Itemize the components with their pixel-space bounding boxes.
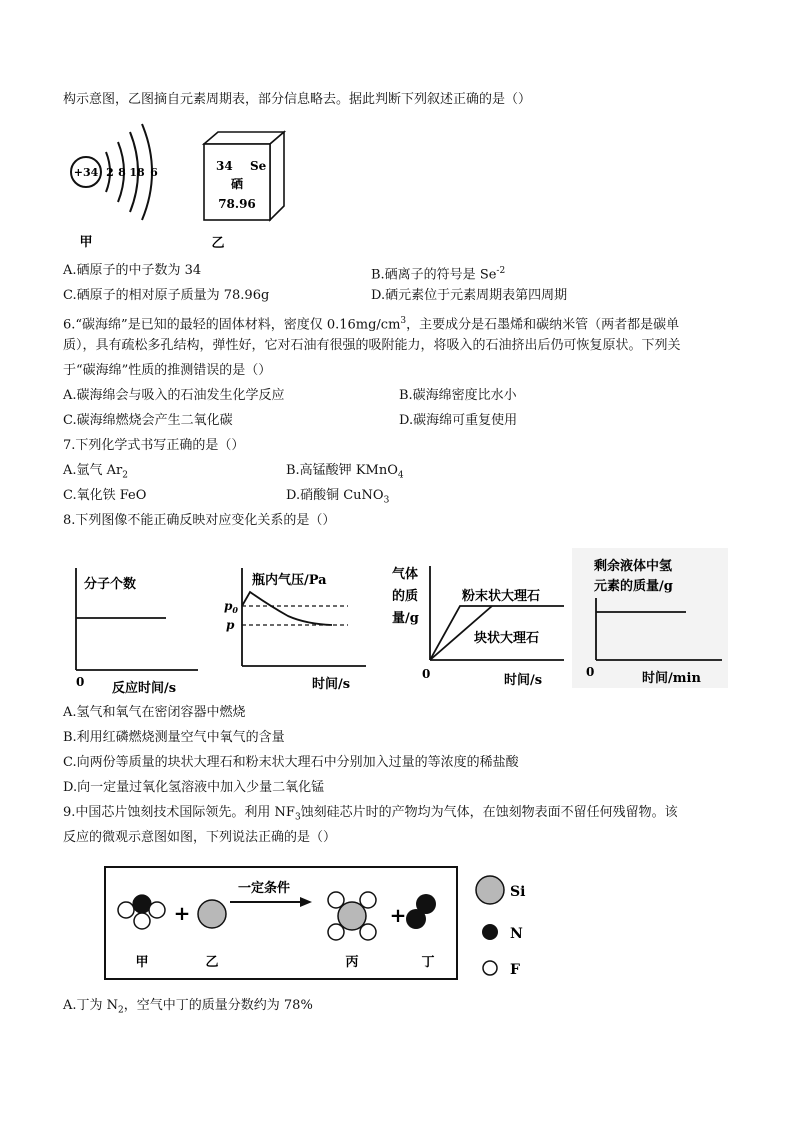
graph-c-curve2-label: 块状大理石 xyxy=(474,631,540,646)
q7-option-a-text: A.氩气 Ar xyxy=(63,463,123,478)
q7-option-d xyxy=(286,487,389,510)
atomic-number: 34 xyxy=(216,159,233,173)
q9-option-a-pre: A.丁为 N xyxy=(63,998,119,1013)
q5-stem: 构示意图，乙图摘自元素周期表，部分信息略去。据此判断下列叙述正确的是（） xyxy=(63,92,532,107)
legend-f-circle xyxy=(483,961,497,975)
graph-b-xlabel: 时间/s xyxy=(312,677,351,692)
graph-a-ylabel: 分子个数 xyxy=(84,577,137,592)
nucleus-charge: +34 xyxy=(73,166,99,179)
q6-line1-pre: 6.“碳海绵”是已知的最轻的固体材料，密度仅 0.16mg/cm xyxy=(63,317,401,333)
q6-line1-post: ，主要成分是石墨烯和碳纳米管（两者都是碳单 xyxy=(406,317,680,333)
q7-option-c: C.氧化铁 FeO xyxy=(63,488,147,503)
q9-line1-post: 蚀刻硅芯片时的产物均为气体，在蚀刻物表面不留任何残留物。该 xyxy=(300,805,678,820)
q6-line1 xyxy=(63,312,679,334)
bing-f-atom-2 xyxy=(360,892,376,908)
q8-option-a: A.氢气和氧气在密闭容器中燃烧 xyxy=(63,705,246,720)
plus-sign-1: + xyxy=(173,901,191,925)
q7-option-a xyxy=(63,462,128,485)
q5-option-d: D.硒元素位于元素周期表第四周期 xyxy=(371,288,568,303)
reaction-condition: 一定条件 xyxy=(237,881,291,896)
fig-yi-caption: 乙 xyxy=(211,236,225,251)
jia-f-atom-3 xyxy=(134,913,150,929)
graph-c-ylabel-1: 气体 xyxy=(392,567,419,582)
q8-graph-a xyxy=(62,566,202,702)
q8-option-b: B.利用红磷燃烧测量空气中氧气的含量 xyxy=(63,730,285,745)
element-name: 硒 xyxy=(230,177,244,191)
q8-graph-b xyxy=(220,566,370,702)
q9-option-a-post: ，空气中丁的质量分数约为 78% xyxy=(123,998,313,1013)
q5-option-b-sup: -2 xyxy=(496,266,506,276)
q6-line1-sup: 3 xyxy=(400,316,407,326)
graph-d-ylabel-1: 剩余液体中氢 xyxy=(594,559,673,574)
q7-option-d-text: D.硝酸铜 CuNO xyxy=(286,488,384,503)
legend-f-label: F xyxy=(510,962,520,978)
graph-b-p-label: p xyxy=(226,618,235,632)
label-jia: 甲 xyxy=(135,955,149,970)
graph-d-ylabel-2: 元素的质量/g xyxy=(594,579,673,594)
label-bing: 丙 xyxy=(345,955,359,970)
graph-b-ylabel: 瓶内气压/Pa xyxy=(252,573,327,588)
fig-jia-caption: 甲 xyxy=(79,235,93,250)
atomic-mass: 78.96 xyxy=(218,197,256,211)
q8-graph-c xyxy=(388,560,568,700)
q8-stem: 8.下列图像不能正确反映对应变化关系的是（） xyxy=(63,513,336,528)
q6-line3: 于“碳海绵”性质的推测错误的是（） xyxy=(63,363,272,378)
q6-line2: 质），具有疏松多孔结构，弹性好，它对石油有很强的吸附能力，将吸入的石油挤出后仍可恢复原状。下列关 xyxy=(63,338,681,353)
q9-atom-legend xyxy=(474,870,544,982)
graph-d-xlabel: 时间/min xyxy=(642,671,701,686)
element-symbol: Se xyxy=(250,159,267,173)
q6-option-a: A.碳海绵会与吸入的石油发生化学反应 xyxy=(63,388,285,403)
legend-n-label: N xyxy=(510,926,523,942)
q9-reaction-diagram xyxy=(100,864,460,988)
graph-c-xlabel: 时间/s xyxy=(504,673,543,688)
ding-n-atom-2 xyxy=(406,909,426,929)
q9-line1 xyxy=(63,804,678,827)
atom-structure-diagram xyxy=(66,118,176,253)
q6-option-c: C.碳海绵燃烧会产生二氧化碳 xyxy=(63,413,233,428)
shell-count-1: 2 xyxy=(106,166,114,179)
shell-count-3: 18 xyxy=(129,166,145,179)
bing-si-atom xyxy=(338,902,366,930)
jia-f-atom-2 xyxy=(149,902,165,918)
jia-f-atom-1 xyxy=(118,902,134,918)
label-yi: 乙 xyxy=(205,955,219,970)
q7-option-b xyxy=(286,462,404,485)
q8-option-d: D.向一定量过氧化氢溶液中加入少量二氧化锰 xyxy=(63,780,325,795)
bing-f-atom-1 xyxy=(328,892,344,908)
q6-option-b: B.碳海绵密度比水小 xyxy=(399,388,517,403)
shell-count-4: 6 xyxy=(150,166,158,179)
q5-option-b-text: B.硒离子的符号是 Se xyxy=(371,267,497,283)
cell-side-face xyxy=(270,132,284,220)
q7-option-b-sub: 4 xyxy=(397,470,404,481)
legend-si-circle xyxy=(476,876,504,904)
graph-b-curve xyxy=(242,592,332,625)
legend-n-circle xyxy=(482,924,498,940)
q9-line2: 反应的微观示意图如图，下列说法正确的是（） xyxy=(63,830,337,845)
q5-option-b xyxy=(371,262,505,284)
bing-f-atom-4 xyxy=(360,924,376,940)
graph-a-xlabel: 反应时间/s xyxy=(112,681,177,696)
graph-a-origin: 0 xyxy=(76,675,85,689)
graph-c-ylabel-3: 量/g xyxy=(392,611,419,626)
graph-d-origin: 0 xyxy=(586,665,595,679)
q8-option-c: C.向两份等质量的块状大理石和粉末状大理石中分别加入过量的等浓度的稀盐酸 xyxy=(63,755,519,770)
q6-option-d: D.碳海绵可重复使用 xyxy=(399,413,518,428)
shell-count-2: 8 xyxy=(118,166,126,179)
plus-sign-2: + xyxy=(389,903,407,927)
graph-b-p0-label: $p_0$ xyxy=(224,599,238,615)
q9-line1-sub: 3 xyxy=(294,812,301,823)
graph-c-origin: 0 xyxy=(422,667,431,681)
label-ding: 丁 xyxy=(421,955,435,970)
q5-option-a: A.硒原子的中子数为 34 xyxy=(63,263,202,278)
graph-c-ylabel-2: 的质 xyxy=(392,589,419,604)
legend-si-label: Si xyxy=(510,884,526,900)
q7-option-d-sub: 3 xyxy=(383,495,390,506)
q9-line1-pre: 9.中国芯片蚀刻技术国际领先。利用 NF xyxy=(63,805,295,820)
q7-option-a-sub: 2 xyxy=(122,470,128,481)
q5-option-c: C.硒原子的相对原子质量为 78.96g xyxy=(63,288,270,303)
yi-si-atom xyxy=(198,900,226,928)
q7-option-b-text: B.高锰酸钾 KMnO xyxy=(286,463,398,478)
periodic-table-cell xyxy=(198,130,288,255)
q8-graph-d xyxy=(572,548,728,688)
bing-f-atom-3 xyxy=(328,924,344,940)
graph-c-curve1-label: 粉末状大理石 xyxy=(462,589,541,604)
q9-option-a-sub: 2 xyxy=(118,1005,124,1016)
q9-option-a xyxy=(63,997,313,1020)
q7-stem: 7.下列化学式书写正确的是（） xyxy=(63,438,245,453)
